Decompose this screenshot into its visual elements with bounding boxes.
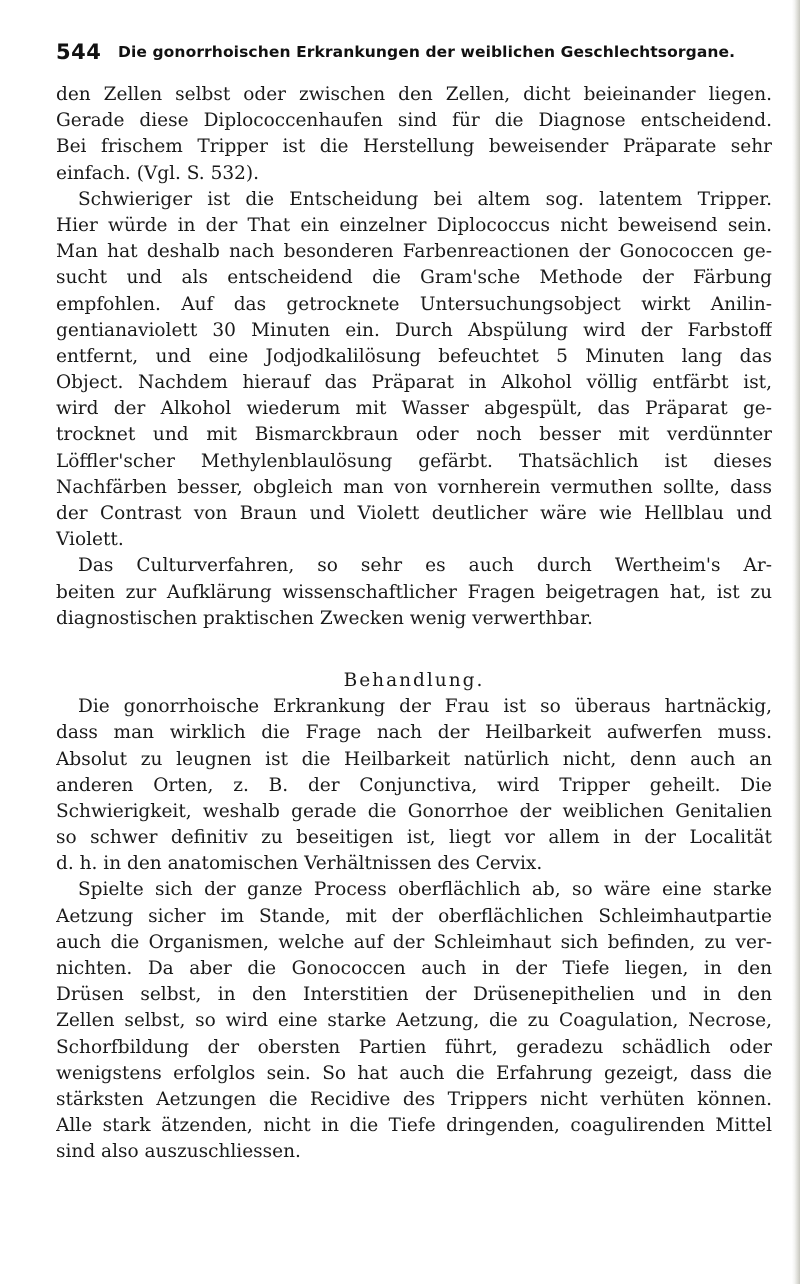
text-line: Schwieriger ist die Entscheidung bei altem sog. latentem Tripper. — [78, 188, 772, 210]
text-line: Drüsen selbst, in den Interstitien der Drüsenepithelien und in den — [56, 984, 772, 1006]
text-line: Löffler'scher Methylenblaulösung gefärbt. Thatsächlich ist dieses — [56, 450, 772, 472]
text-line: nichten. Da aber die Gonococcen auch in der Tiefe liegen, in den — [56, 958, 772, 979]
text-line: Absolut zu leugnen ist die Heilbarkeit natürlich nicht, denn auch an — [56, 748, 772, 770]
text-line: Man hat deshalb nach besonderen Farbenreactionen der Gonococcen ge- — [56, 241, 772, 263]
text-line: trocknet und mit Bismarckbraun oder noch besser mit verdünnter — [56, 424, 772, 446]
body-text — [56, 82, 772, 1166]
text-line: stärksten Aetzungen die Recidive des Trippers nicht verhüten können. — [56, 1088, 772, 1110]
text-line: Hier würde in der That ein einzelner Diplococcus nicht beweisend sein. — [56, 214, 772, 236]
text-line: entfernt, und eine Jodjodkalilösung befeuchtet 5 Minuten lang das — [56, 345, 772, 367]
text-line: Aetzung sicher im Stande, mit der oberflächlichen Schleimhautpartie — [56, 905, 772, 927]
text-line: diagnostischen praktischen Zwecken wenig verwerthbar. — [56, 607, 593, 629]
text-line: Bei frischem Tripper ist die Herstellung beweisender Präparate sehr — [56, 136, 772, 158]
section-heading: Behandlung. — [343, 669, 485, 691]
text-line: Nachfärben besser, obgleich man von vornherein vermuthen sollte, dass — [56, 476, 772, 498]
text-line: den Zellen selbst oder zwischen den Zellen, dicht beieinander liegen. — [56, 84, 772, 105]
text-line: Alle stark ätzenden, nicht in die Tiefe dringenden, coagulirenden Mittel — [56, 1115, 772, 1137]
text-line: wenigstens erfolglos sein. So hat auch die Erfahrung gezeigt, dass die — [56, 1062, 772, 1084]
text-line: d. h. in den anatomischen Verhältnissen des Cervix. — [56, 853, 543, 875]
text-line: dass man wirklich die Frage nach der Heilbarkeit aufwerfen muss. — [56, 722, 772, 744]
text-line: Spielte sich der ganze Process oberflächlich ab, so wäre eine starke — [78, 879, 772, 901]
text-line: anderen Orten, z. B. der Conjunctiva, wird Tripper geheilt. Die — [56, 774, 772, 796]
text-line: Object. Nachdem hierauf das Präparat in Alkohol völlig entfärbt ist, — [56, 372, 772, 394]
text-line: beiten zur Aufklärung wissenschaftlicher Fragen beigetragen hat, ist zu — [56, 581, 772, 603]
text-line: auch die Organismen, welche auf der Schleimhaut sich befinden, zu ver- — [56, 931, 772, 953]
text-line: Gerade diese Diplococcenhaufen sind für die Diagnose entscheidend. — [56, 110, 772, 132]
text-line: Die gonorrhoische Erkrankung der Frau ist so überaus hartnäckig, — [78, 696, 772, 718]
text-line: so schwer definitiv zu beseitigen ist, liegt vor allem in der Localität — [56, 827, 772, 849]
text-line: gentianaviolett 30 Minuten ein. Durch Abspülung wird der Farbstoff — [56, 319, 772, 341]
text-line: der Contrast von Braun und Violett deutlicher wäre wie Hellblau und — [56, 503, 772, 524]
running-title: Die gonorrhoischen Erkrankungen der weiblichen Geschlechtsorgane. — [118, 43, 736, 61]
section-spacer — [56, 632, 772, 668]
text-line: Schwierigkeit, weshalb gerade die Gonorrhoe der weiblichen Genitalien — [56, 800, 772, 822]
page-binding-edge — [792, 0, 800, 1284]
text-line: wird der Alkohol wiederum mit Wasser abgespült, das Präparat ge- — [56, 398, 772, 420]
text-line: sind also auszuschliessen. — [56, 1141, 301, 1163]
page-header — [56, 38, 776, 66]
text-line: empfohlen. Auf das getrocknete Untersuchungsobject wirkt Anilin- — [56, 293, 772, 315]
page-number: 544 — [56, 40, 102, 64]
text-line: Violett. — [56, 529, 124, 551]
text-line: einfach. (Vgl. S. 532). — [56, 162, 259, 184]
text-line: sucht und als entscheidend die Gram'sche Methode der Färbung — [56, 267, 772, 289]
text-line: Zellen selbst, so wird eine starke Aetzung, die zu Coagulation, Necrose, — [56, 1010, 772, 1032]
text-line: Schorfbildung der obersten Partien führt, geradezu schädlich oder — [56, 1036, 772, 1058]
text-line: Das Culturverfahren, so sehr es auch durch Wertheim's Ar- — [78, 555, 772, 577]
